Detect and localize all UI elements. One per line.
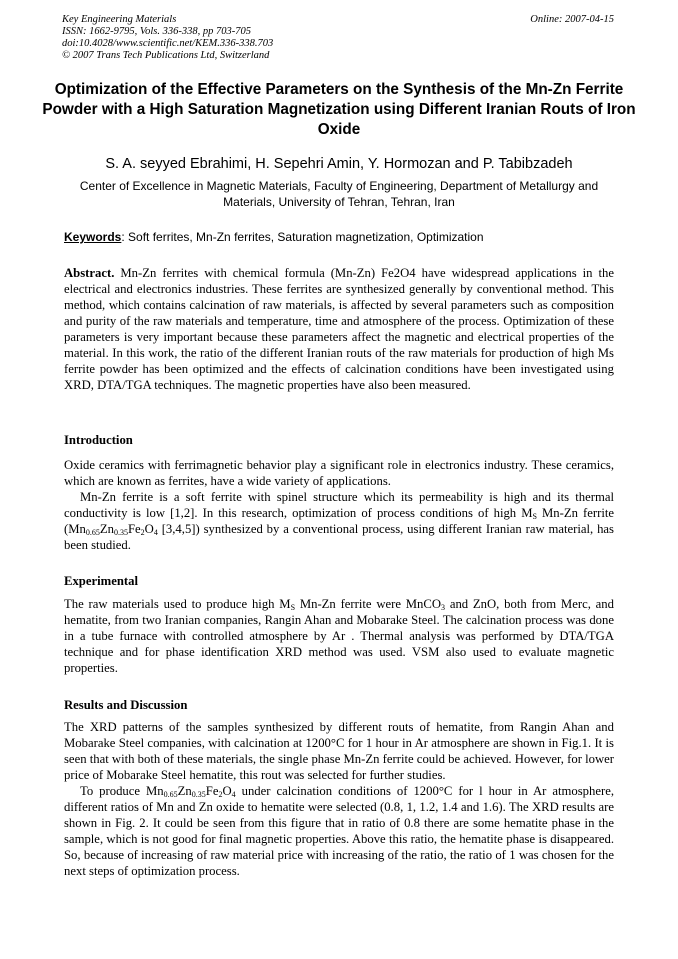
keywords-line — [64, 230, 616, 245]
subscript: 0.65 — [85, 528, 100, 537]
results-paragraph-2 — [64, 783, 614, 879]
experimental-heading: Experimental — [64, 574, 139, 588]
online-date: Online: 2007-04-15 — [530, 14, 614, 25]
introduction-heading: Introduction — [64, 433, 133, 447]
experimental-section — [64, 596, 614, 676]
journal-name: Key Engineering Materials — [62, 14, 177, 25]
text-run: O — [222, 784, 232, 798]
text-run: To produce Mn — [80, 784, 164, 798]
text-run: Fe — [127, 522, 141, 536]
abstract-label: Abstract. — [64, 266, 115, 280]
keywords-label: Keywords — [64, 230, 122, 244]
subscript: 3 — [441, 603, 446, 612]
paper-title: Optimization of the Effective Parameters on the Synthesis of the Mn-Zn Ferrite Powder with a High Saturation Magnetization using Different Iranian Routs of Iron Oxide — [42, 81, 636, 138]
subscript: 4 — [153, 528, 158, 537]
subscript: 2 — [140, 528, 145, 537]
text-run: and ZnO, both from Merc, and hematite, from two Iranian companies, Rangin Ahan and Mobarake Steel. The calcination process was done in a tube furnace with controlled atmosphere by Ar . Thermal analysis was performed by DTA/TGA technique and for phase identification XRD method was used. VSM also used to evaluate magnetic properties. — [64, 597, 614, 675]
subscript: 2 — [218, 790, 223, 799]
text-run: Mn-Zn ferrite were MnCO — [295, 597, 442, 611]
introduction-section — [64, 457, 614, 553]
keywords-text: Soft ferrites, Mn-Zn ferrites, Saturation magnetization, Optimization — [124, 230, 484, 244]
text-run: [3,4,5]) synthesized by a conventional process, using different Iranian raw material, has been studied. — [64, 522, 614, 552]
subscript: 0.35 — [113, 528, 128, 537]
introduction-paragraph-1: Oxide ceramics with ferrimagnetic behavior play a significant role in electronics industry. These ceramics, which are known as ferrites, have a wide variety of applications. — [64, 458, 614, 488]
abstract — [64, 265, 614, 393]
results-section — [64, 719, 614, 879]
journal-header — [62, 14, 614, 62]
introduction-paragraph-2 — [64, 489, 614, 553]
text-run: Fe — [205, 784, 219, 798]
text-run: Zn — [177, 784, 192, 798]
issn-line: ISSN: 1662-9795, Vols. 336-338, pp 703-705 — [62, 26, 251, 37]
text-run: Mn-Zn ferrite is a soft ferrite with spinel structure which its permeability is high and its thermal conductivity is low [1,2]. In this research, optimization of process conditions of high M — [64, 490, 614, 520]
text-run: under calcination conditions of 1200°C for l hour in Ar atmosphere, different ratios of Mn and Zn oxide to hematite were selected (0.8, 1, 1.2, 1.4 and 1.6). The XRD results are shown in Fig. 2. It could be seen from this figure that in ratio of 0.8 there are some hematite phase in the sample, which is not good for final magnetic properties. Above this ratio, the hematite phase is disappeared. So, because of increasing of raw material price with increasing of the ratio, the ratio of 1 was chosen for the next steps of optimization process. — [64, 784, 615, 878]
subscript: 0.35 — [191, 790, 206, 799]
subscript: S — [532, 512, 537, 521]
text-run: Zn — [99, 522, 114, 536]
subscript: 4 — [231, 790, 236, 799]
results-paragraph-1: The XRD patterns of the samples synthesized by different routs of hematite, from Rangin Ahan and Mobarake Steel companies, with calcination at 1200°C for 1 hour in Ar atmosphere are shown in Fig.1. It is seen that with both of these materials, the single phase Mn-Zn ferrite could be achieved. However, for lower price of Mobarake Steel hematite, this rout was selected for further studies. — [64, 720, 614, 782]
text-run: Mn-Zn ferrite (Mn — [64, 506, 614, 536]
subscript: 0.65 — [163, 790, 178, 799]
subscript: S — [290, 603, 296, 612]
keywords-sep: : — [121, 230, 125, 244]
author-list: S. A. seyyed Ebrahimi, H. Sepehri Amin, Y. Hormozan and P. Tabibzadeh — [105, 156, 573, 172]
text-run: O — [144, 522, 154, 536]
text-run: The raw materials used to produce high M — [64, 597, 291, 611]
experimental-paragraph-1 — [64, 596, 614, 676]
doi-line: doi:10.4028/www.scientific.net/KEM.336-338.703 — [62, 38, 274, 49]
abstract-text: Mn-Zn ferrites with chemical formula (Mn-Zn) Fe2O4 have widespread applications in the electrical and electronics industries. These ferrites are synthesized generally by conventional method. This method, which contains calcination of raw materials, is affected by several parameters such as composition and purity of the raw materials and temperature, time and atmosphere of the process. Optimization of these parameters is very important because these parameters affect the magnetic and electrical properties of the material. In this work, the ratio of the different Iranian routs of the raw materials for production of high Ms ferrite powder has been optimized and the effects of calcination conditions have been investigated using XRD, DTA/TGA techniques. The magnetic properties have also been measured. — [64, 266, 614, 392]
copyright-line: © 2007 Trans Tech Publications Ltd, Switzerland — [62, 50, 270, 61]
affiliation: Center of Excellence in Magnetic Materials, Faculty of Engineering, Department of Metallurgy and Materials, University of Tehran, Tehran, Iran — [79, 179, 599, 209]
results-heading: Results and Discussion — [64, 698, 188, 712]
